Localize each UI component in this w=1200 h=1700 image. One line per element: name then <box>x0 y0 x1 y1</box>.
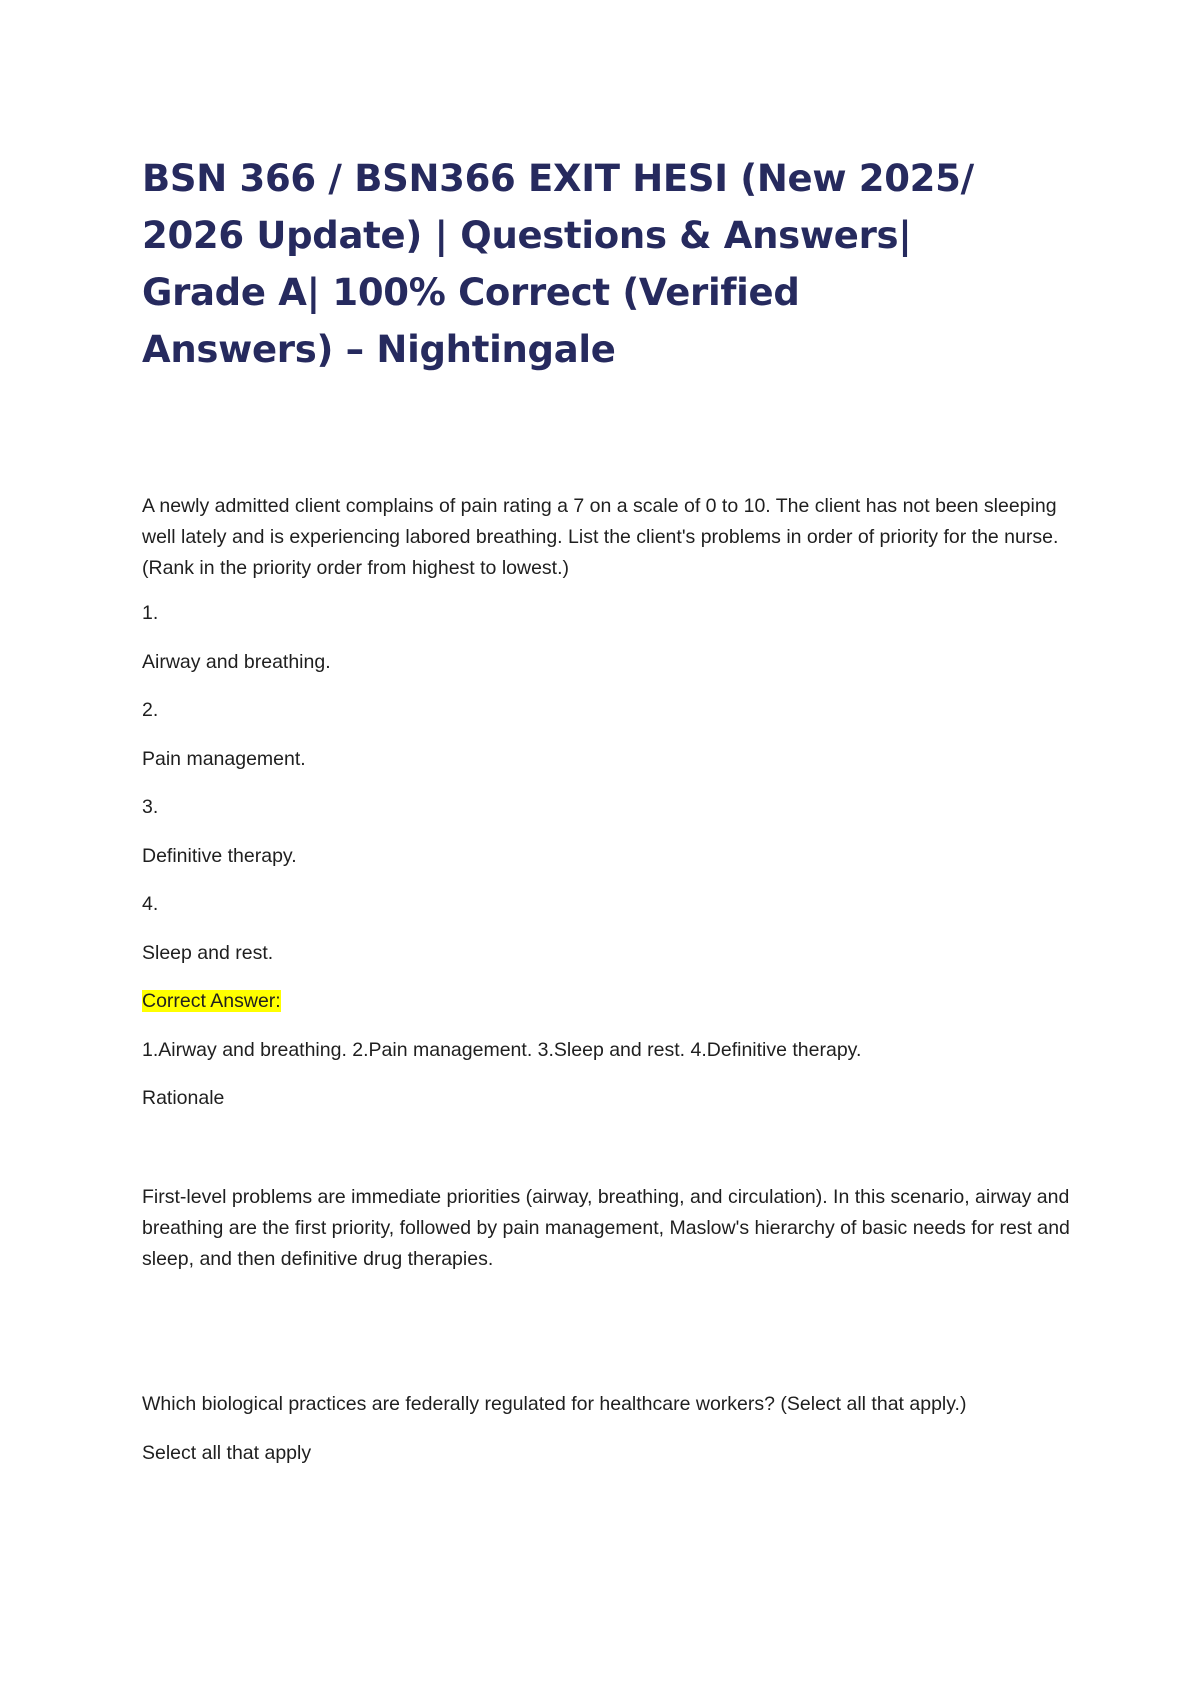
question-2-instruction: Select all that apply <box>142 1442 312 1464</box>
question-1-text: A newly admitted client complains of pain rating a 7 on a scale of 0 to 10. The client has not been sleeping well lately and is experiencing labored breathing. List the client's problems in order of priority for the nurse. (Rank in the priority order from highest to lowest.) <box>142 495 1059 579</box>
option-2-number: 2. <box>142 699 159 721</box>
question-2-text: Which biological practices are federally regulated for healthcare workers? (Select all that apply.) <box>142 1393 967 1415</box>
rationale-text: First-level problems are immediate priorities (airway, breathing, and circulation). In this scenario, airway and breathing are the first priority, followed by pain management, Maslow's hierarchy of basic needs for rest and sleep, and then definitive drug therapies. <box>142 1186 1070 1270</box>
option-1-text: Airway and breathing. <box>142 651 331 673</box>
option-4-text: Sleep and rest. <box>142 942 274 964</box>
option-4-number: 4. <box>142 893 159 915</box>
correct-answer-highlight: Correct Answer: <box>142 990 281 1012</box>
correct-answer-text: 1.Airway and breathing. 2.Pain management. 3.Sleep and rest. 4.Definitive therapy. <box>142 1039 862 1061</box>
correct-answer-label <box>142 988 281 1014</box>
rationale-label: Rationale <box>142 1087 225 1109</box>
option-3-text: Definitive therapy. <box>142 845 297 867</box>
document-title: BSN 366 / BSN366 EXIT HESI (New 2025/ 2026 Update) | Questions & Answers| Grade A| 100% Correct (Verified Answers) – Nightingale <box>142 157 974 371</box>
option-3-number: 3. <box>142 796 159 818</box>
option-2-text: Pain management. <box>142 748 306 770</box>
option-1-number: 1. <box>142 602 159 624</box>
document-page <box>142 150 1082 378</box>
